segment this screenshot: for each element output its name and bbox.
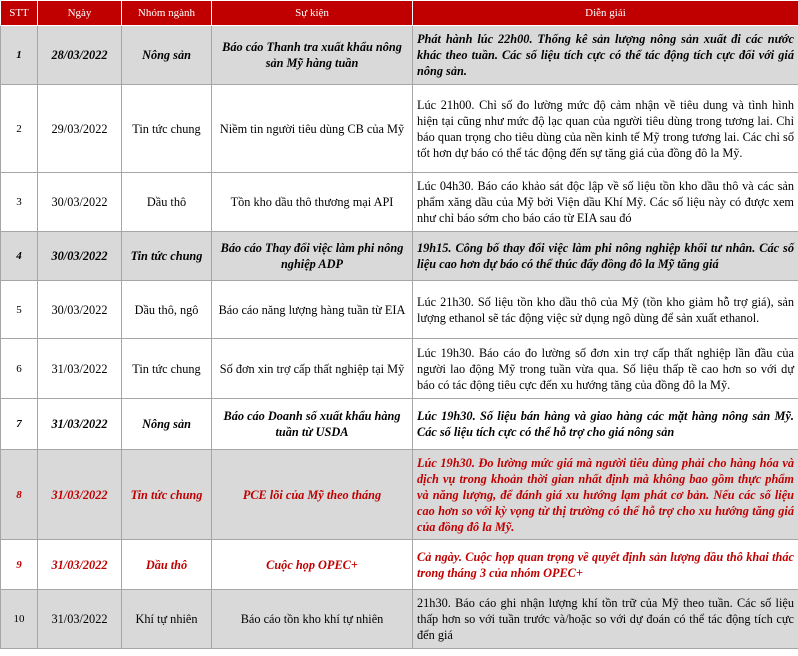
cell-group: Dầu thô <box>122 173 212 232</box>
header-row <box>1 1 798 26</box>
cell-desc: Lúc 21h00. Chỉ số đo lường mức độ cảm nhận về tiêu dung và tình hình hiện tại cũng như mức độ lạc quan của người tiêu dùng trong tương lai. Chỉ báo quan trọng cho tiêu dùng của nền kinh tế Mỹ trong tương lai. Các chỉ số tốt hơn dự báo có thể tác động đến sự tăng giá của đồng đô la Mỹ. <box>413 85 798 173</box>
cell-stt: 2 <box>1 85 38 173</box>
cell-group: Tin tức chung <box>122 450 212 540</box>
header-stt: STT <box>1 1 38 26</box>
table-row <box>1 85 798 173</box>
cell-desc: 21h30. Báo cáo ghi nhận lượng khí tồn trữ của Mỹ theo tuần. Các số liệu thấp hơn so với tuần trước và/hoặc so với dự đoán có thể tác động tích cực đến giá <box>413 590 798 649</box>
table-row <box>1 173 798 232</box>
cell-event: Báo cáo Thay đổi việc làm phi nông nghiệp ADP <box>212 232 413 281</box>
cell-event: Cuộc họp OPEC+ <box>212 540 413 590</box>
cell-event: Niềm tin người tiêu dùng CB của Mỹ <box>212 85 413 173</box>
cell-stt: 6 <box>1 339 38 399</box>
cell-date: 31/03/2022 <box>38 399 122 450</box>
header-event: Sự kiện <box>212 1 413 26</box>
cell-event: Số đơn xin trợ cấp thất nghiệp tại Mỹ <box>212 339 413 399</box>
cell-date: 31/03/2022 <box>38 450 122 540</box>
cell-event: Báo cáo năng lượng hàng tuần từ EIA <box>212 281 413 339</box>
cell-stt: 7 <box>1 399 38 450</box>
table-row <box>1 232 798 281</box>
cell-stt: 8 <box>1 450 38 540</box>
cell-group: Dầu thô, ngô <box>122 281 212 339</box>
cell-stt: 4 <box>1 232 38 281</box>
cell-event: Báo cáo Thanh tra xuất khẩu nông sản Mỹ hàng tuần <box>212 26 413 85</box>
cell-event: Báo cáo Doanh số xuất khẩu hàng tuần từ USDA <box>212 399 413 450</box>
header-date: Ngày <box>38 1 122 26</box>
cell-desc: Lúc 19h30. Đo lường mức giá mà người tiêu dùng phải cho hàng hóa và dịch vụ trong khoản thời gian nhất định mà không bao gồm thực phẩm và năng lượng, để đánh giá xu hướng lạm phát cơ bản. Nếu các số liệu cao hơn so với kỳ vọng từ thị trường có thể hỗ trợ cho xu hướng tăng giá của đồng đô la Mỹ. <box>413 450 798 540</box>
cell-date: 30/03/2022 <box>38 232 122 281</box>
cell-date: 30/03/2022 <box>38 173 122 232</box>
cell-date: 31/03/2022 <box>38 540 122 590</box>
table-row <box>1 399 798 450</box>
cell-event: Báo cáo tồn kho khí tự nhiên <box>212 590 413 649</box>
table-row <box>1 450 798 540</box>
cell-desc: Phát hành lúc 22h00. Thống kê sản lượng nông sản xuất đi các nước khác theo tuần. Các số liệu tích cực có thể tác động tích cực đối với giá nông sản. <box>413 26 798 85</box>
cell-desc: Lúc 19h30. Số liệu bán hàng và giao hàng các mặt hàng nông sản Mỹ. Các số liệu tích cực có thể hỗ trợ cho giá nông sản <box>413 399 798 450</box>
cell-group: Dầu thô <box>122 540 212 590</box>
table-row <box>1 590 798 649</box>
cell-stt: 1 <box>1 26 38 85</box>
cell-group: Khí tự nhiên <box>122 590 212 649</box>
table-row <box>1 281 798 339</box>
cell-event: Tồn kho dầu thô thương mại API <box>212 173 413 232</box>
cell-stt: 5 <box>1 281 38 339</box>
cell-group: Nông sản <box>122 26 212 85</box>
header-group: Nhóm ngành <box>122 1 212 26</box>
cell-desc: Cả ngày. Cuộc họp quan trọng về quyết định sản lượng dầu thô khai thác trong tháng 3 của nhóm OPEC+ <box>413 540 798 590</box>
cell-desc: 19h15. Công bố thay đổi việc làm phi nông nghiệp khối tư nhân. Các số liệu cao hơn dự báo có thể thúc đẩy đồng đô la Mỹ tăng giá <box>413 232 798 281</box>
table-row <box>1 339 798 399</box>
header-desc: Diễn giải <box>413 1 798 26</box>
cell-stt: 9 <box>1 540 38 590</box>
cell-desc: Lúc 19h30. Báo cáo đo lường số đơn xin trợ cấp thất nghiệp lần đầu của người lao động Mỹ trong tuần vừa qua. Số liệu thấp tề cao hơn so với dự báo có tác động tiêu cực đến xu hướng tăng của đồng đô la Mỹ. <box>413 339 798 399</box>
cell-stt: 10 <box>1 590 38 649</box>
cell-stt: 3 <box>1 173 38 232</box>
cell-date: 29/03/2022 <box>38 85 122 173</box>
cell-date: 31/03/2022 <box>38 339 122 399</box>
cell-group: Tin tức chung <box>122 85 212 173</box>
cell-date: 30/03/2022 <box>38 281 122 339</box>
cell-desc: Lúc 04h30. Báo cáo khảo sát độc lập về số liệu tồn kho dầu thô và các sản phẩm xăng dầu của Mỹ bởi Viện dầu Khí Mỹ. Các số liệu này có được xem như chỉ báo sớm cho báo cáo từ EIA sau đó <box>413 173 798 232</box>
cell-date: 31/03/2022 <box>38 590 122 649</box>
cell-group: Nông sản <box>122 399 212 450</box>
table-row <box>1 540 798 590</box>
cell-group: Tin tức chung <box>122 339 212 399</box>
table-row <box>1 26 798 85</box>
cell-group: Tin tức chung <box>122 232 212 281</box>
cell-desc: Lúc 21h30. Số liệu tồn kho dầu thô của Mỹ (tồn kho giảm hỗ trợ giá), sản lượng ethanol sẽ tác động việc sử dụng ngô dùng để sản xuất ethanol. <box>413 281 798 339</box>
cell-date: 28/03/2022 <box>38 26 122 85</box>
cell-event: PCE lõi của Mỹ theo tháng <box>212 450 413 540</box>
